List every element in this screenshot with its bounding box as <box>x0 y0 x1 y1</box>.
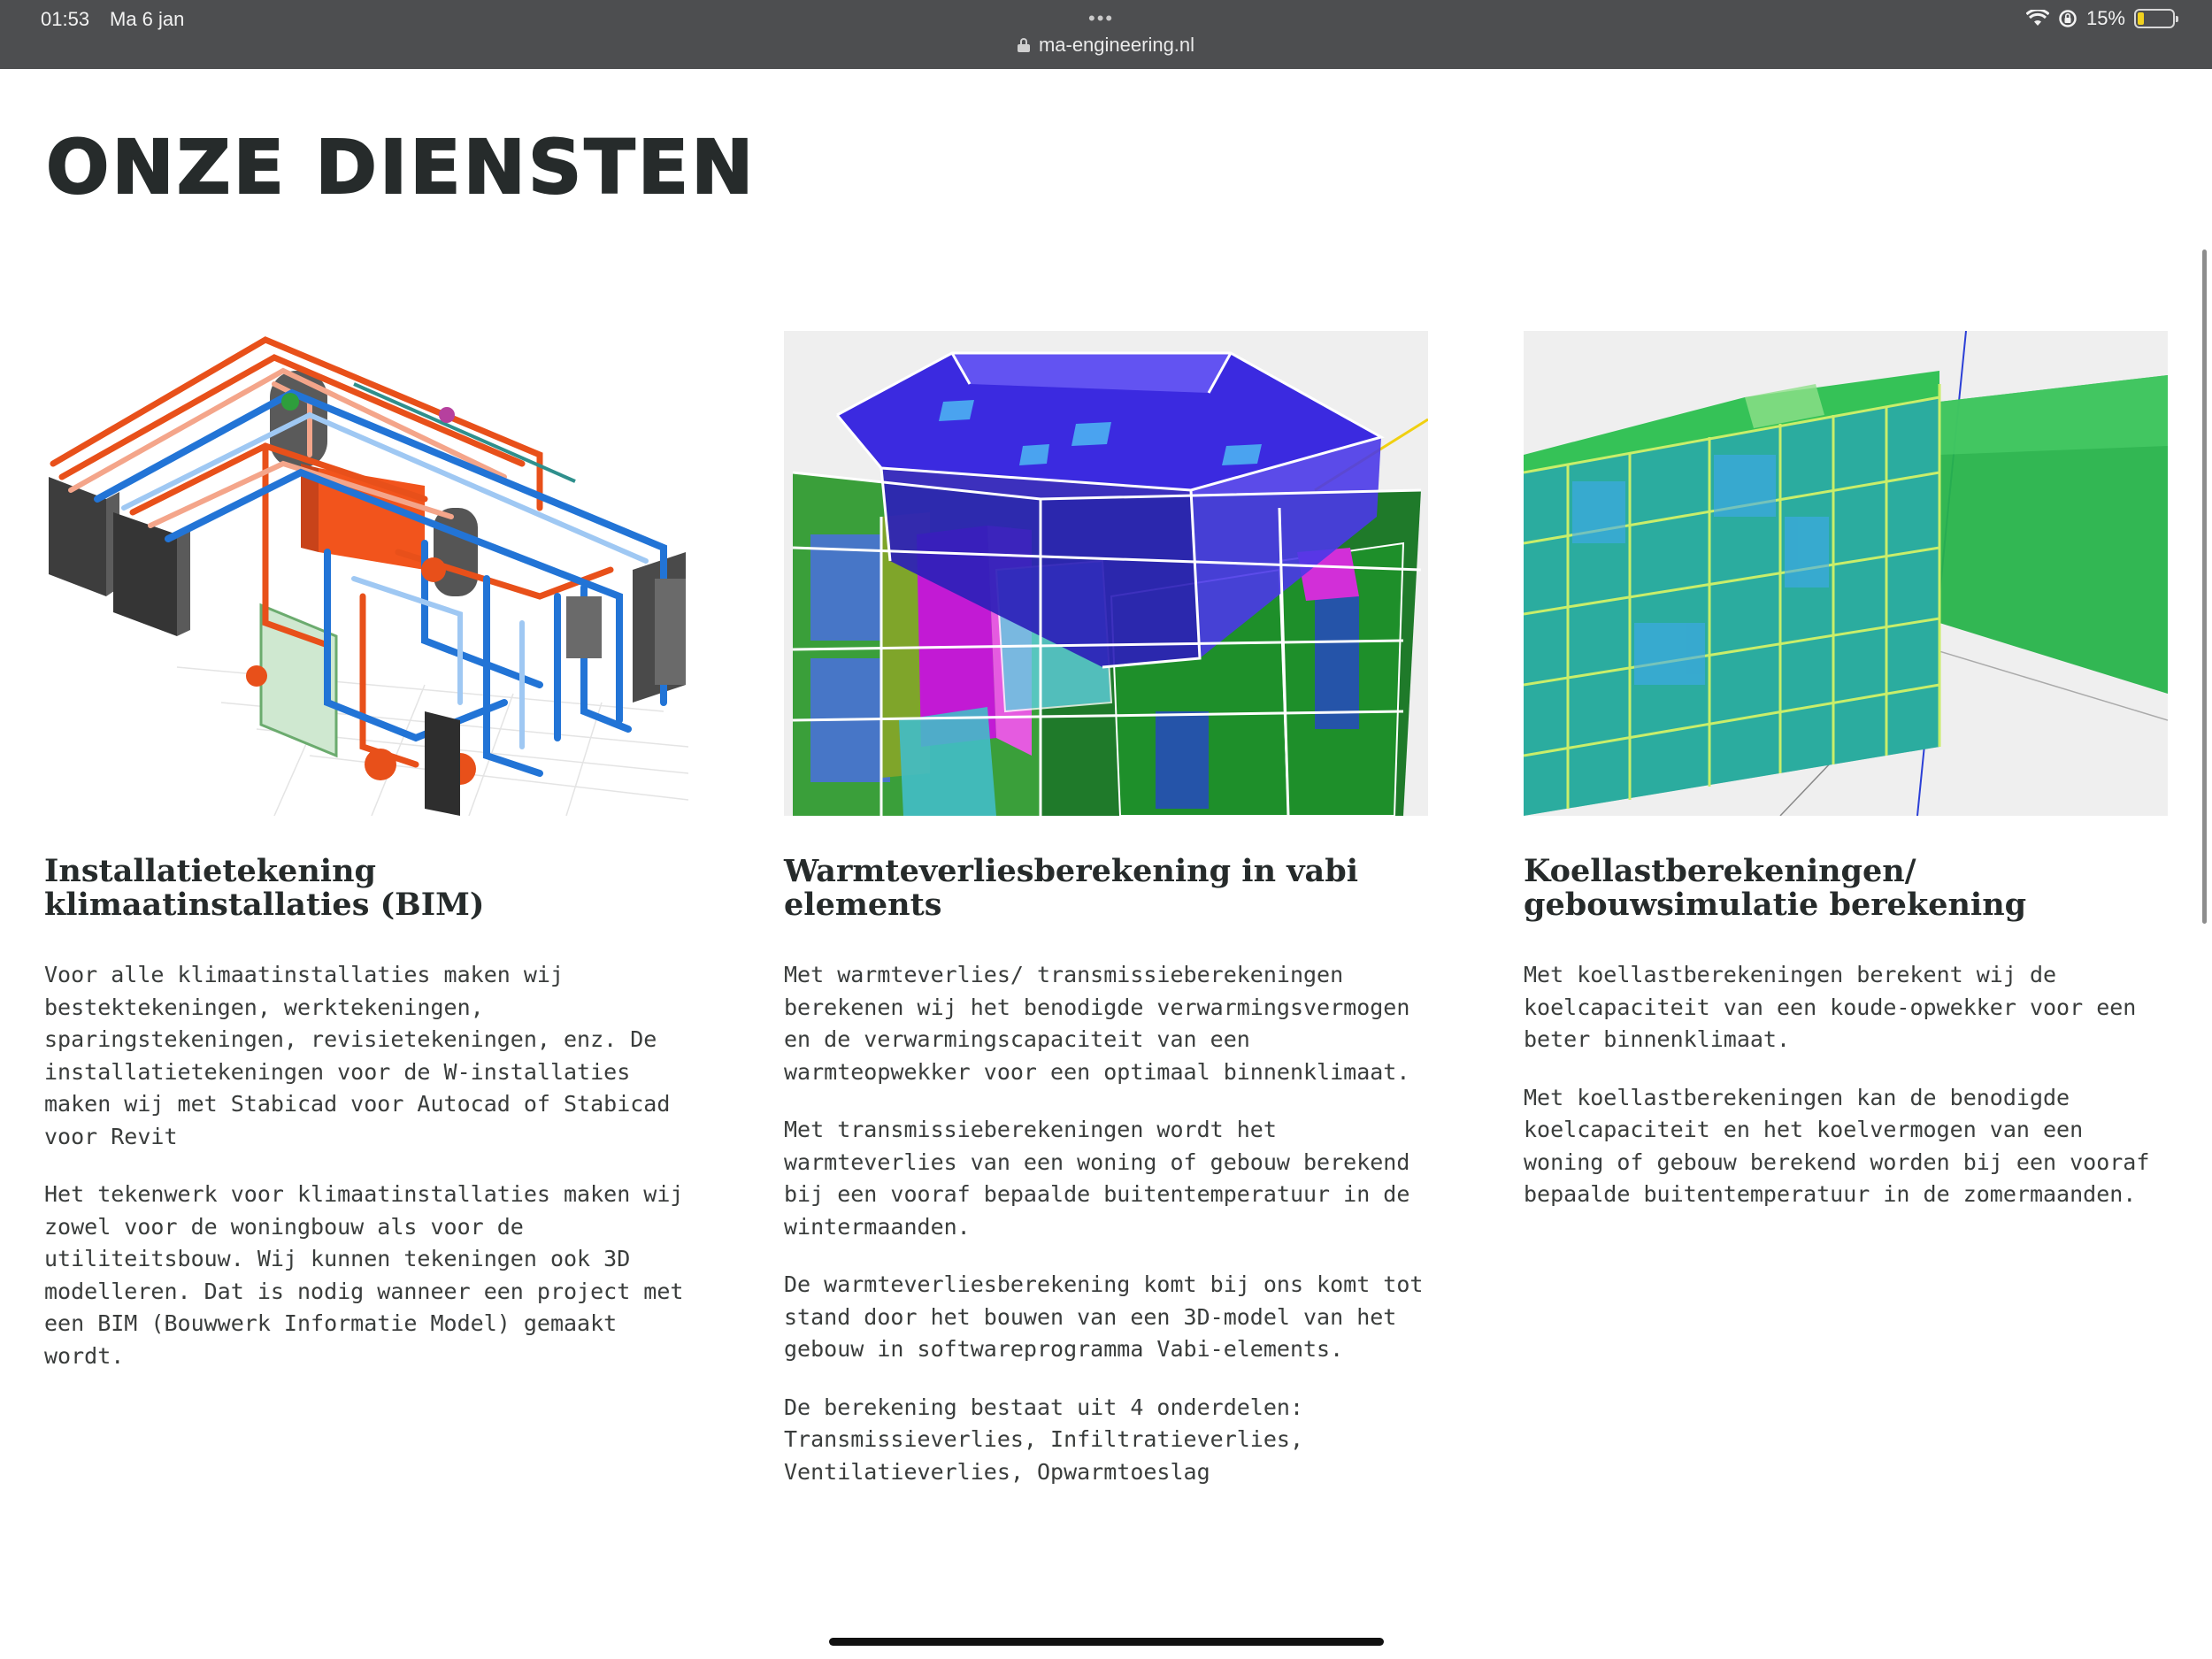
status-indicators <box>2026 7 2175 30</box>
service-paragraph: Met transmissieberekeningen wordt het warmteverlies van een woning of gebouw berekend bij een vooraf bepaalde buitentemperatuur in de wintermaanden. <box>784 1117 1410 1240</box>
service-card-warmteverlies <box>784 331 1428 1514</box>
service-paragraph: Met koellastberekeningen kan de benodigde koelcapaciteit en het koelvermogen van een woning of gebouw berekend worden bij een vooraf bepaalde buitentemperatuur in de zomermaanden. <box>1524 1084 2150 1207</box>
service-card-installatietekening <box>44 331 688 1398</box>
multitasking-dots-icon[interactable]: ••• <box>1088 7 1115 29</box>
service-paragraph: Het tekenwerk voor klimaatinstallaties maken wij zowel voor de woningbouw als voor de utiliteitsbouw. Wij kunnen tekeningen ook 3D modelleren. Dat is nodig wanneer een project met een BIM (Bouwwerk Informatie Model) gemaakt wordt. <box>44 1181 684 1369</box>
service-paragraph: De warmteverliesberekening komt bij ons komt tot stand door het bouwen van een 3D-model van het gebouw in softwareprogramma Vabi-elements. <box>784 1271 1424 1362</box>
service-card-koellast <box>1524 331 2168 1237</box>
service-description <box>1524 959 2168 1211</box>
building-simulation-illustration <box>1524 331 2168 816</box>
lock-icon <box>1018 38 1030 52</box>
page-title: ONZE DIENSTEN <box>46 124 757 211</box>
status-time: 01:53 <box>41 8 90 30</box>
bim-pipework-illustration <box>44 331 688 816</box>
wifi-icon <box>2026 10 2049 27</box>
service-title: Warmteverliesberekening in vabi elements <box>784 853 1358 923</box>
status-bar <box>0 0 2212 69</box>
service-title: Koellastberekeningen/ gebouwsimulatie berekening <box>1524 853 2027 923</box>
home-indicator[interactable] <box>829 1638 1384 1646</box>
vabi-3d-model-illustration <box>784 331 1428 816</box>
status-date: Ma 6 jan <box>110 8 185 30</box>
service-description <box>784 959 1428 1488</box>
scrollbar[interactable] <box>2202 250 2207 924</box>
address-url: ma-engineering.nl <box>1038 34 1195 56</box>
address-bar[interactable] <box>0 34 2212 57</box>
service-image-building-simulation <box>1524 331 2168 816</box>
service-title: Installatietekening klimaatinstallaties (BIM) <box>44 853 485 923</box>
service-paragraph: Met warmteverlies/ transmissieberekeningen berekenen wij het benodigde verwarmingsvermogen en de verwarmingscapaciteit van een warmteopwekker voor een optimaal binnenklimaat. <box>784 962 1410 1085</box>
service-description <box>44 959 688 1372</box>
service-image-bim-installation <box>44 331 688 816</box>
service-paragraph: Met koellastberekeningen berekent wij de koelcapaciteit van een koude-opwekker voor een beter binnenklimaat. <box>1524 962 2137 1052</box>
orientation-lock-icon <box>2058 9 2078 28</box>
service-image-vabi-model <box>784 331 1428 816</box>
service-paragraph: De berekening bestaat uit 4 onderdelen: Transmissieverlies, Infiltratieverlies, Ventilatieverlies, Opwarmtoeslag <box>784 1394 1303 1485</box>
service-paragraph: Voor alle klimaatinstallaties maken wij bestektekeningen, werktekeningen, sparingstekeningen, revisietekeningen, enz. De installatietekeningen voor de W-installaties maken wij met Stabicad voor Autocad of Stabicad voor Revit <box>44 962 671 1149</box>
battery-icon <box>2134 9 2175 28</box>
battery-percentage: 15% <box>2085 7 2125 29</box>
